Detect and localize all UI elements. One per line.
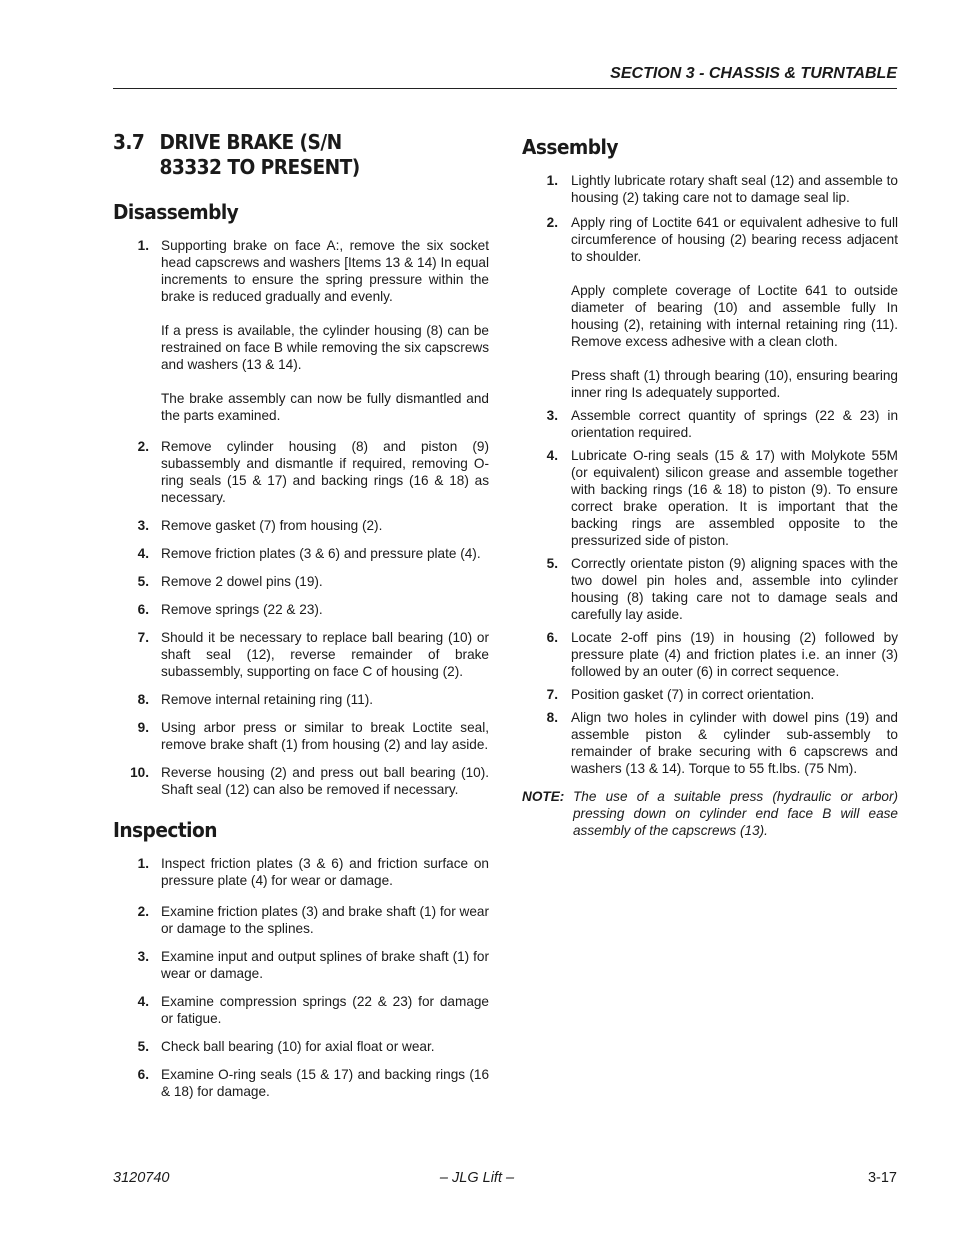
header-rule — [113, 88, 897, 89]
list-item — [113, 764, 489, 798]
step-number: 5. — [137, 574, 149, 589]
step-text: Examine compression springs (22 & 23) for damage or fatigue. — [161, 994, 489, 1026]
step-number: 8. — [546, 710, 558, 725]
step-text: Reverse housing (2) and press out ball bearing (10). Shaft seal (12) can also be removed if necessary. — [161, 765, 489, 797]
step-text: Assemble correct quantity of springs (22 & 23) in orientation required. — [571, 408, 898, 440]
inspection-heading: Inspection — [113, 818, 217, 842]
step-text: If a press is available, the cylinder housing (8) can be restrained on face B while removing the six capscrews and washers (13 & 14). — [161, 323, 489, 372]
list-item — [522, 447, 898, 549]
step-text: Apply complete coverage of Loctite 641 to outside diameter of bearing (10) and assemble fully In housing (2), retaining with internal retaining ring (11). Remove excess adhesive with a clean cloth. — [571, 283, 898, 349]
step-number: 3. — [546, 408, 558, 423]
step-text: Remove springs (22 & 23). — [161, 602, 323, 617]
footer-page-number: 3-17 — [867, 1170, 897, 1186]
list-item — [113, 601, 489, 618]
list-item — [113, 903, 489, 937]
step-text: Supporting brake on face A:, remove the six socket head capscrews and washers [Items 13 & 14) In equal increments to ensure the spring pressure within the brake is reduced gradually and evenly. — [161, 238, 489, 304]
step-number: 2. — [137, 439, 149, 454]
footer-doc-number: 3120740 — [113, 1170, 170, 1186]
step-number: 4. — [137, 546, 149, 561]
list-item — [522, 629, 898, 680]
list-item — [522, 686, 898, 703]
step-text: Remove 2 dowel pins (19). — [161, 574, 323, 589]
step-text: Locate 2-off pins (19) in housing (2) followed by pressure plate (4) and friction plates i.e. an inner (3) followed by an outer (6) in correct sequence. — [571, 630, 898, 679]
list-item — [113, 855, 489, 889]
step-text: Position gasket (7) in correct orientation. — [571, 687, 815, 702]
step-text: The brake assembly can now be fully dismantled and the parts examined. — [161, 391, 489, 423]
step-text: Lubricate O-ring seals (15 & 17) with Molykote 55M (or equivalent) silicon grease and assemble together with backing rings (16 & 18) to piston (9). To ensure correct brake operation. It is important that the backing rings are assembled opposite to the pressurized side of piston. — [571, 448, 898, 548]
step-number: 9. — [137, 720, 149, 735]
step-text: Using arbor press or similar to break Loctite seal, remove brake shaft (1) from housing (2) and lay aside. — [161, 720, 489, 752]
step-text: Align two holes in cylinder with dowel pins (19) and assemble piston & cylinder sub-assembly to remainder of brake securing with 6 capscrews and washers (13 & 14). Torque to 55 ft.lbs. (75 Nm). — [571, 710, 898, 776]
step-number: 10. — [130, 765, 149, 780]
step-text: Should it be necessary to replace ball bearing (10) or shaft seal (12), reverse remainder of brake subassembly, supporting on face C of housing (2). — [161, 630, 489, 679]
list-item — [113, 237, 489, 424]
step-number: 7. — [546, 687, 558, 702]
step-text: Press shaft (1) through bearing (10), ensuring bearing inner ring Is adequately supported. — [571, 368, 898, 400]
footer-publisher: – JLG Lift – — [439, 1170, 515, 1186]
disassembly-heading: Disassembly — [113, 200, 239, 224]
step-number: 8. — [137, 692, 149, 707]
list-item — [522, 214, 898, 401]
section-header: SECTION 3 - CHASSIS & TURNTABLE — [610, 65, 897, 82]
step-number: 6. — [546, 630, 558, 645]
list-item — [113, 993, 489, 1027]
step-number: 5. — [546, 556, 558, 571]
step-number: 1. — [137, 238, 149, 253]
list-item — [113, 545, 489, 562]
step-number: 1. — [546, 173, 558, 188]
step-text: Remove internal retaining ring (11). — [161, 692, 374, 707]
step-text: Remove gasket (7) from housing (2). — [161, 518, 383, 533]
step-number: 3. — [137, 949, 149, 964]
step-text: Lightly lubricate rotary shaft seal (12) and assemble to housing (2) taking care not to damage seal lip. — [571, 173, 898, 205]
right-column — [522, 130, 898, 839]
step-text: Examine O-ring seals (15 & 17) and backing rings (16 & 18) for damage. — [161, 1067, 489, 1099]
left-column — [113, 130, 489, 1100]
list-item — [522, 407, 898, 441]
step-number: 6. — [137, 602, 149, 617]
step-number: 7. — [137, 630, 149, 645]
note — [522, 788, 898, 839]
step-number: 2. — [137, 904, 149, 919]
inspection-steps — [113, 855, 489, 1100]
section-number: 3.7 — [113, 130, 145, 154]
list-item — [113, 719, 489, 753]
assembly-steps — [522, 172, 898, 777]
step-number: 1. — [137, 856, 149, 871]
list-item — [113, 517, 489, 534]
step-number: 4. — [137, 994, 149, 1009]
step-number: 3. — [137, 518, 149, 533]
step-text: Remove friction plates (3 & 6) and pressure plate (4). — [161, 546, 481, 561]
step-text: Examine friction plates (3) and brake shaft (1) for wear or damage to the splines. — [161, 904, 489, 936]
assembly-heading: Assembly — [522, 135, 618, 159]
list-item — [522, 172, 898, 206]
list-item — [113, 1038, 489, 1055]
note-label: NOTE: — [522, 789, 565, 804]
section-title — [113, 130, 463, 180]
list-item — [113, 573, 489, 590]
step-text: Examine input and output splines of brake shaft (1) for wear or damage. — [161, 949, 489, 981]
list-item — [113, 691, 489, 708]
step-number: 4. — [546, 448, 558, 463]
step-text: Correctly orientate piston (9) aligning spaces with the two dowel pin holes and, assemble into cylinder housing (8) taking care not to damage seals and carefully lay aside. — [571, 556, 898, 622]
list-item — [522, 709, 898, 777]
section-title-text: DRIVE BRAKE (S/N 83332 TO PRESENT) — [159, 130, 360, 179]
step-number: 5. — [137, 1039, 149, 1054]
list-item — [113, 948, 489, 982]
note-text: The use of a suitable press (hydraulic or arbor) pressing down on cylinder end face B will ease assembly of the capscrews (13). — [573, 789, 898, 838]
step-number: 2. — [546, 215, 558, 230]
list-item — [113, 438, 489, 506]
disassembly-steps — [113, 237, 489, 798]
step-number: 6. — [137, 1067, 149, 1082]
list-item — [113, 1066, 489, 1100]
step-text: Check ball bearing (10) for axial float or wear. — [161, 1039, 435, 1054]
step-text: Inspect friction plates (3 & 6) and friction surface on pressure plate (4) for wear or damage. — [161, 856, 489, 888]
list-item — [113, 629, 489, 680]
step-text: Apply ring of Loctite 641 or equivalent adhesive to full circumference of housing (2) bearing recess adjacent to shoulder. — [571, 215, 898, 264]
list-item — [522, 555, 898, 623]
step-text: Remove cylinder housing (8) and piston (9) subassembly and dismantle if required, removing O-ring seals (15 & 17) and backing rings (16 & 18) as necessary. — [161, 439, 489, 505]
